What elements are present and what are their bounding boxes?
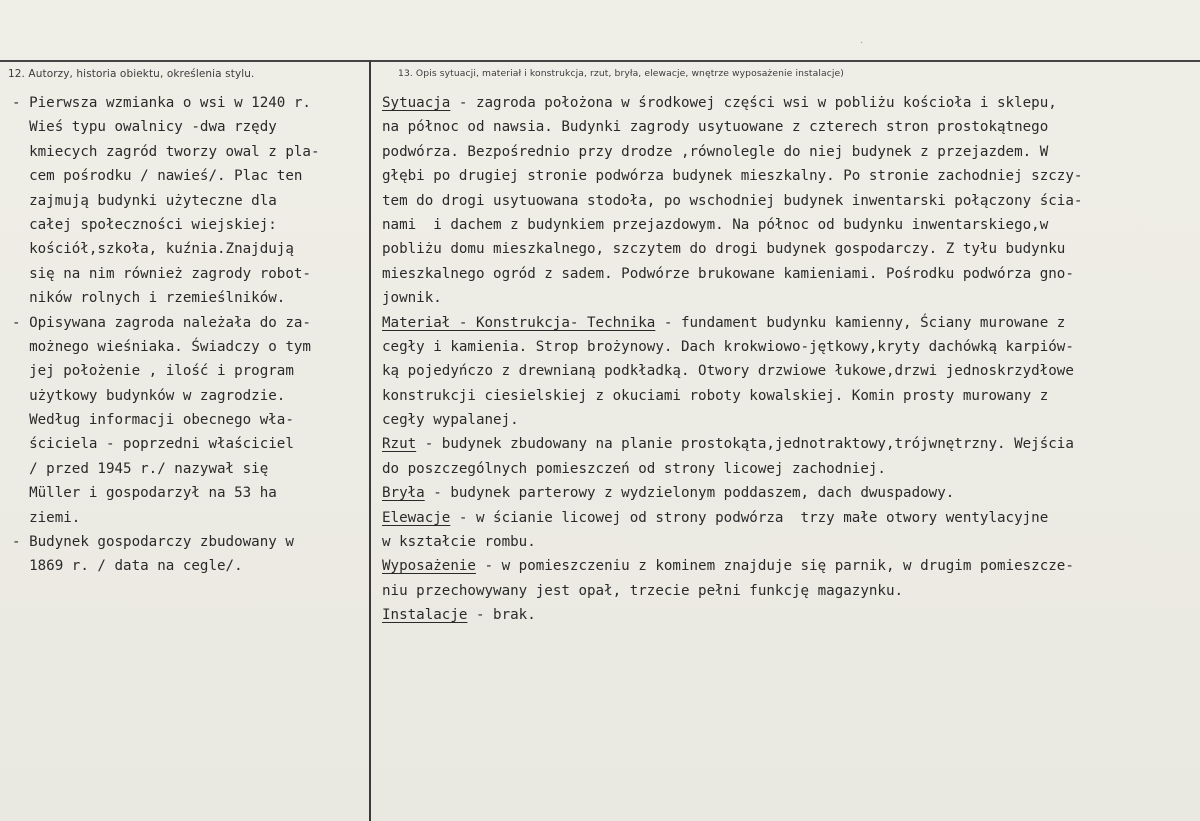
description-text: - brak.	[467, 607, 536, 624]
description-line	[382, 213, 1192, 237]
description-text: głębi po drugiej stronie podwórza budynek mieszkalny. Po stronie zachodniej szczy-	[382, 168, 1083, 185]
history-line: możnego wieśniaka. Świadczy o tym	[12, 338, 311, 355]
history-line: - Opisywana zagroda należała do za-	[12, 314, 311, 331]
history-line: zajmują budynki użyteczne dla	[12, 192, 277, 209]
section-label: Bryła	[382, 485, 425, 502]
description-text: cegły wypalanej.	[382, 412, 519, 429]
description-column	[382, 91, 1192, 628]
ink-mark: ·	[860, 38, 864, 49]
description-text: - budynek parterowy z wydzielonym poddaszem, dach dwuspadowy.	[424, 485, 955, 502]
history-line: - Pierwsza wzmianka o wsi w 1240 r.	[12, 95, 311, 111]
description-text: - budynek zbudowany na planie prostokąta,jednotraktowy,trójwnętrzny. Wejścia	[416, 436, 1074, 453]
description-text: tem do drogi usytuowana stodoła, po wschodniej budynek inwentarski połączony ścia-	[382, 192, 1083, 209]
description-text: na północ od nawsia. Budynki zagrody usytuowane z czterech stron prostokątnego	[382, 119, 1049, 136]
history-line: ziemi.	[12, 509, 81, 526]
description-line	[382, 164, 1192, 188]
description-line	[382, 457, 1192, 481]
description-text: - zagroda położona w środkowej części wsi w pobliżu kościoła i sklepu,	[450, 95, 1057, 111]
header-divider	[0, 60, 1200, 62]
history-line: się na nim również zagrody robot-	[12, 265, 311, 282]
description-line	[382, 506, 1192, 530]
section-label: Materiał - Konstrukcja- Technika	[382, 314, 656, 331]
description-line	[382, 286, 1192, 310]
history-column	[12, 91, 367, 579]
description-line	[382, 311, 1192, 335]
description-line	[382, 579, 1192, 603]
history-line: - Budynek gospodarczy zbudowany w	[12, 534, 294, 551]
section-label: Elewacje	[382, 509, 451, 526]
history-line: 1869 r. / data na cegle/.	[12, 558, 243, 575]
description-text: nami i dachem z budynkiem przejazdowym. Na północ od budynku inwentarskiego,w	[382, 216, 1049, 233]
history-line: / przed 1945 r./ nazywał się	[12, 460, 269, 477]
section-label: Instalacje	[382, 607, 468, 624]
history-line: Według informacji obecnego wła-	[12, 412, 294, 429]
description-line	[382, 189, 1192, 213]
description-line	[382, 262, 1192, 286]
description-text: cegły i kamienia. Strop brożynowy. Dach krokwiowo-jętkowy,kryty dachówką karpiów-	[382, 338, 1074, 355]
section-label: Wyposażenie	[382, 558, 476, 575]
description-line	[382, 140, 1192, 164]
history-line: Wieś typu owalnicy -dwa rzędy	[12, 119, 277, 136]
description-line	[382, 554, 1192, 578]
description-text: - w pomieszczeniu z kominem znajduje się parnik, w drugim pomieszcze-	[475, 558, 1074, 575]
description-line	[382, 603, 1192, 627]
description-line	[382, 408, 1192, 432]
history-line: kościół,szkoła, kuźnia.Znajdują	[12, 241, 294, 258]
history-line: kmiecych zagród tworzy owal z pla-	[12, 143, 320, 160]
description-line	[382, 530, 1192, 554]
description-text: do poszczególnych pomieszczeń od strony licowej zachodniej.	[382, 460, 886, 477]
description-text: niu przechowywany jest opał, trzecie pełni funkcję magazynku.	[382, 582, 904, 599]
description-line	[382, 359, 1192, 383]
description-line	[382, 432, 1192, 456]
section-label: Sytuacja	[382, 95, 451, 111]
column-divider	[369, 60, 371, 821]
description-line	[382, 91, 1192, 115]
description-text: - fundament budynku kamienny, Ściany murowane z	[655, 314, 1066, 331]
left-column-header: 12. Autorzy, historia obiektu, określenia stylu.	[8, 68, 255, 80]
section-label: Rzut	[382, 436, 417, 453]
history-line: jej położenie , ilość i program	[12, 363, 294, 380]
description-text: - w ścianie licowej od strony podwórza trzy małe otwory wentylacyjne	[450, 509, 1049, 526]
description-text: w kształcie rombu.	[382, 534, 536, 551]
right-column-header: 13. Opis sytuacji, materiał i konstrukcja, rzut, bryła, elewacje, wnętrze wyposażenie instalacje)	[398, 68, 844, 79]
description-line	[382, 115, 1192, 139]
description-text: mieszkalnego ogród z sadem. Podwórze brukowane kamieniami. Pośrodku podwórza gno-	[382, 265, 1074, 282]
description-text: pobliżu domu mieszkalnego, szczytem do drogi budynek gospodarczy. Z tyłu budynku	[382, 241, 1066, 258]
description-text: podwórza. Bezpośrednio przy drodze ,równolegle do niej budynek z przejazdem. W	[382, 143, 1049, 160]
history-line: cem pośrodku / nawieś/. Plac ten	[12, 168, 303, 185]
description-line	[382, 237, 1192, 261]
description-line	[382, 481, 1192, 505]
history-line: użytkowy budynków w zagrodzie.	[12, 387, 286, 404]
description-line	[382, 335, 1192, 359]
history-line: ściciela - poprzedni właściciel	[12, 436, 294, 453]
description-line	[382, 384, 1192, 408]
description-text: konstrukcji ciesielskiej z okuciami roboty kowalskiej. Komin prosty murowany z	[382, 387, 1049, 404]
description-text: jownik.	[382, 290, 442, 307]
history-line: całej społeczności wiejskiej:	[12, 216, 277, 233]
history-line: ników rolnych i rzemieślników.	[12, 290, 286, 307]
description-text: ką pojedyńczo z drewnianą podkładką. Otwory drzwiowe łukowe,drzwi jednoskrzydłowe	[382, 363, 1074, 380]
history-line: Müller i gospodarzył na 53 ha	[12, 485, 277, 502]
